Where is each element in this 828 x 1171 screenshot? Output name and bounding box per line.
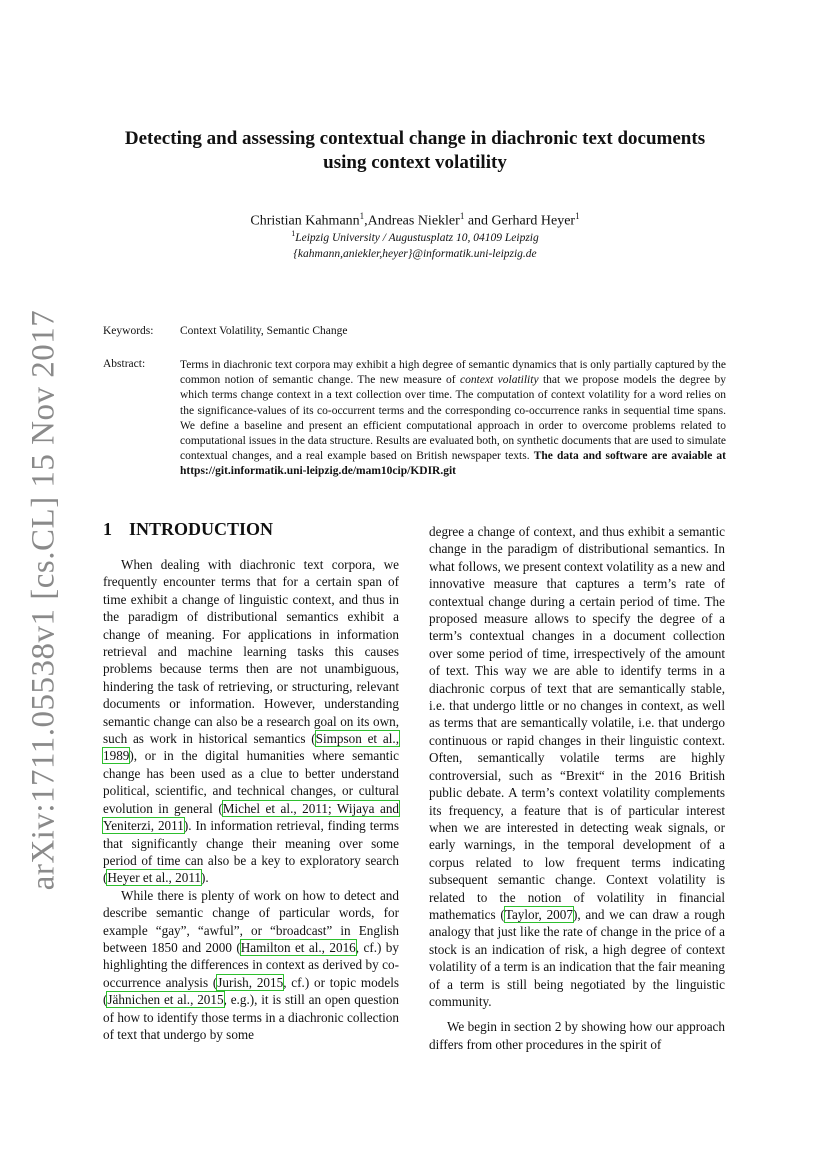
citation-link[interactable]: Hamilton et al., 2016	[240, 939, 356, 955]
section-title: INTRODUCTION	[129, 519, 274, 539]
body-text: , e.g.), it is still an open question of how to identify those terms in a diachronic collection of text that undergo by some	[103, 992, 399, 1042]
abstract-data-link: The data and software are avaiable at https://git.informatik.uni-leipzig.de/mam10cip/KDIR.git	[180, 450, 726, 478]
author-niekler: Andreas Niekler	[367, 213, 460, 229]
affil-mark: 1	[459, 211, 465, 221]
citation-link[interactable]: Heyer et al., 2011	[107, 870, 202, 886]
abstract-label: Abstract:	[103, 358, 146, 370]
citation-link[interactable]: Jurish, 2015	[217, 974, 284, 990]
body-text: , cf.) or topic models (	[103, 974, 399, 1008]
paper-title	[100, 127, 730, 175]
keywords: Context Volatility, Semantic Change	[180, 325, 348, 337]
arxiv-stamp	[14, 309, 74, 891]
title-line-1: Detecting and assessing contextual change in diachronic text documents	[124, 128, 706, 149]
affil-mark: 1	[291, 229, 296, 238]
affiliation-block	[100, 226, 730, 262]
keywords-label: Keywords:	[103, 325, 154, 337]
title-line-2: using context volatility	[323, 152, 507, 173]
paragraph: We begin in section 2 by showing how our approach differs from other procedures in the spirit of	[429, 1019, 725, 1052]
paragraph	[103, 556, 399, 887]
section-heading	[103, 519, 273, 540]
author-emails: {kahmann,aniekler,heyer}@informatik.uni-leipzig.de	[293, 247, 537, 260]
body-text: ). In information retrieval, finding terms that significantly change their meaning over some period of time can also be a key to exploratory search (	[103, 818, 399, 886]
author-separator: and	[464, 213, 492, 229]
body-text: , cf.) by highlighting the differences in context as derived by co-occurrence analysis (	[103, 939, 399, 990]
citation-link[interactable]: Simpson et al., 1989	[103, 731, 399, 764]
body-text: When dealing with diachronic text corpora, we frequently encounter terms that for a certain span of time exhibit a change of linguistic context, and thus in the paradigm of distributional semantics exhibit a change of meaning. For applications in information retrieval and machine learning tasks this causes problems because terms then are not unambiguous, hindering the task of retrieving, or structuring, relevant documents or information. However, understanding semantic change can also be a research goal on its own, such as work in historical semantics (	[103, 557, 399, 747]
body-text: ).	[201, 870, 209, 886]
affiliation: Leipzig University / Augustusplatz 10, 04109 Leipzig	[295, 231, 539, 244]
paragraph	[103, 887, 399, 1044]
citation-link[interactable]: Jähnichen et al., 2015	[107, 992, 224, 1008]
body-text: ), or in the digital humanities where semantic change has been used as a clue to better understand political, scientific, and technical changes, or cultural evolution in general (	[103, 748, 399, 816]
section-number: 1	[103, 519, 112, 539]
arxiv-identifier: arXiv:1711.05538v1 [cs.CL] 15 Nov 2017	[25, 309, 62, 891]
left-column	[103, 556, 399, 1043]
author-heyer: Gerhard Heyer	[491, 213, 576, 229]
abstract-text: Terms in diachronic text corpora may exhibit a high degree of semantic dynamics that is only partially captured by the common notion of semantic change. The new measure of	[180, 359, 726, 387]
right-column	[429, 523, 725, 1053]
author-kahmann: Christian Kahmann	[250, 213, 360, 229]
affil-mark: 1	[575, 211, 580, 221]
body-text: ), and we can draw a rough analogy that just like the rate of change in the price of a stock is an indication of risk, a high degree of context volatility of a term is an indication that the fair meaning of a term is still being negotiated by the linguistic community.	[429, 906, 725, 1009]
abstract-text: that we propose models the degree by which terms change context in a text collection over time. The computation of context volatility for a word relies on the significance-values of its co-occurrent terms and the corresponding co-occurrence ranks in sequential time spans. We define a baseline and present an efficient computational approach in order to overcome problems related to computational issues in the data structure. Results are evaluated both, on synthetic documents that are used to simulate contextual changes, and a real example based on British newspaper texts.	[180, 374, 726, 463]
citation-link[interactable]: Michel et al., 2011; Wijaya and Yeniterzi, 2011	[103, 800, 400, 834]
abstract	[180, 358, 726, 480]
citation-link[interactable]: Taylor, 2007	[504, 906, 573, 922]
affil-mark: 1	[359, 211, 365, 221]
author-separator: ,	[364, 213, 368, 229]
body-text: degree a change of context, and thus exhibit a semantic change in the paradigm of distributional semantics. In what follows, we present context volatility as a new and innovative measure that captures a term’s rate of contextual change during a certain period of time. The proposed measure allows to specify the degree of a term’s contextual changes in a document collection over some period of time, irrespectively of the amount of text. This way we are able to identify terms in a diachronic corpus of text that are semantically stable, i.e. that undergo little or no changes in context, as well as terms that are semantically volatile, i.e. that undergo continuous or rapid changes in their linguistic context. Often, semantically volatile terms are highly controversial, such as “Brexit“ in the 2016 British public debate. A term’s context volatility complements its frequency, a feature that is of particular interest when we are interested in detecting weak signals, or early warnings, in the temporal development of a corpus related to low frequent terms indicating subsequent semantic change. Context volatility is related to the notion of volatility in financial mathematics (	[429, 524, 725, 922]
body-text: While there is plenty of work on how to detect and describe semantic change of particular words, for example “gay”, “awful”, or “broadcast” in English between 1850 and 2000 (	[103, 887, 399, 955]
abstract-emphasis: context volatility	[460, 374, 539, 387]
paragraph	[429, 523, 725, 1010]
